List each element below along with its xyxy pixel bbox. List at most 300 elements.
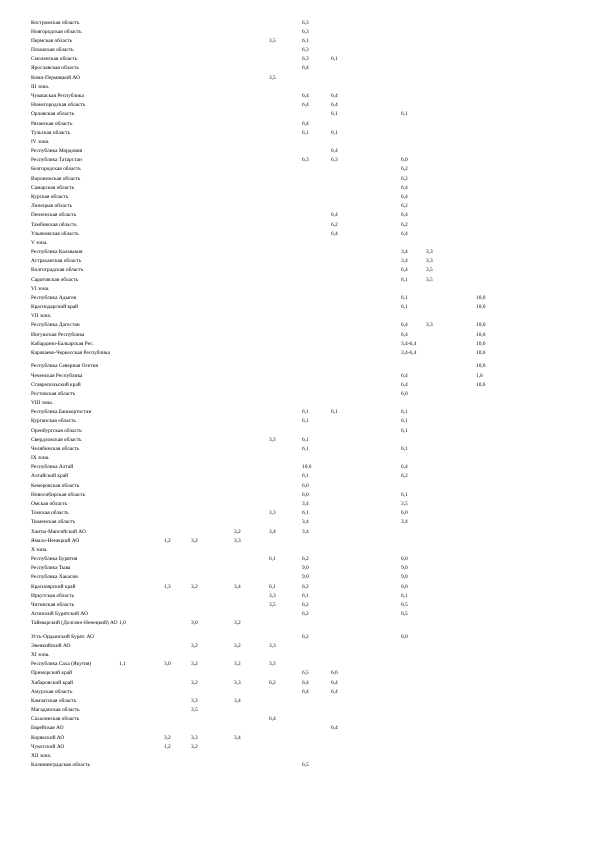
table-row: [0, 698, 595, 707]
region-name: Новгородская область: [31, 28, 82, 35]
region-name: Республика Бурятия: [31, 556, 78, 563]
value-cell: 3,4-6,4: [401, 340, 417, 347]
value-cell: 6,3: [331, 157, 338, 164]
table-row: [0, 65, 595, 74]
table-row: [0, 350, 595, 359]
value-cell: 6,2: [302, 556, 309, 563]
value-cell: 6,5: [302, 670, 309, 677]
region-name: Еврейская АО: [31, 725, 64, 732]
region-name: Ростовская область: [31, 390, 76, 397]
value-cell: 3,5: [269, 74, 276, 81]
value-cell: 3,5: [401, 501, 408, 507]
value-cell: 3,2: [191, 661, 198, 668]
zone-heading-row: [0, 547, 595, 556]
region-name: Тюменская область: [31, 519, 76, 526]
value-cell: 3,2: [234, 620, 241, 627]
value-cell: 6,2: [401, 175, 408, 182]
table-row: [0, 680, 595, 689]
value-cell: 6,1: [401, 427, 408, 434]
value-cell: 3,5: [191, 707, 198, 714]
value-cell: 3,3: [426, 258, 433, 265]
table-row: [0, 212, 595, 221]
value-cell: 10,6: [476, 294, 486, 301]
value-cell: 6,3: [302, 19, 309, 26]
table-row: [0, 574, 595, 583]
value-cell: 3,4: [269, 528, 276, 535]
value-cell: 6,3: [302, 47, 309, 53]
value-cell: 6,4: [302, 688, 309, 695]
value-cell: 9,0: [401, 574, 408, 581]
value-cell: 3,3: [269, 436, 276, 443]
region-name: Оренбургская область: [31, 427, 82, 434]
value-cell: 6,1: [302, 418, 309, 425]
table-row: [0, 634, 595, 643]
table-row: [0, 689, 595, 698]
table-row: [0, 483, 595, 492]
region-name: Ингушская Республика: [31, 331, 85, 338]
table-row: [0, 428, 595, 437]
value-cell: 3,3: [234, 679, 241, 686]
value-cell: 6,1: [401, 592, 408, 599]
value-cell: 3,4: [234, 734, 241, 741]
value-cell: 6,2: [401, 166, 408, 173]
value-cell: 1,2: [164, 743, 171, 750]
region-name: Республика Хакасия: [31, 574, 78, 581]
value-cell: 3,2: [191, 537, 198, 544]
region-name: Кабардино-Балкарская Рес.: [31, 340, 94, 347]
value-cell: 3,4: [401, 249, 408, 255]
region-name: Тамбовская область: [31, 221, 77, 228]
value-cell: 6,5: [302, 762, 309, 769]
value-cell: 6,1: [401, 304, 408, 311]
value-cell: 3,4: [234, 583, 241, 590]
value-cell: 6,1: [302, 473, 309, 480]
zone-heading-row: [0, 84, 595, 93]
zone-heading-row: [0, 240, 595, 249]
value-cell: 6,6: [331, 670, 338, 677]
table-row: [0, 643, 595, 652]
table-row: [0, 510, 595, 519]
table-row: [0, 473, 595, 482]
value-cell: 6,2: [302, 633, 309, 640]
region-name: Новосибирская область: [31, 491, 86, 498]
value-cell: 10,6: [476, 340, 486, 347]
table-row: [0, 725, 595, 734]
value-cell: 6,2: [302, 583, 309, 590]
table-row: [0, 341, 595, 350]
value-cell: 6,4: [302, 120, 309, 127]
table-row: [0, 56, 595, 65]
value-cell: 6,0: [302, 482, 309, 489]
value-cell: 3,2: [191, 642, 198, 649]
region-name: Республика Алтай: [31, 464, 74, 471]
value-cell: 3,5: [426, 276, 433, 283]
value-cell: 6,1: [302, 37, 309, 44]
value-cell: 6,0: [401, 556, 408, 563]
zone-heading-row: [0, 139, 595, 148]
value-cell: 6,1: [302, 129, 309, 136]
value-cell: 6,1: [401, 111, 408, 118]
zone-heading: III зона.: [31, 83, 50, 90]
value-cell: 3,4: [302, 519, 309, 526]
value-cell: 3,3: [234, 537, 241, 544]
zone-heading: VI зона.: [31, 285, 50, 292]
value-cell: 6,3: [302, 157, 309, 164]
zone-heading: XII зона.: [31, 753, 52, 759]
value-cell: 3,4-6,4: [401, 350, 417, 356]
region-name: Магаданская область: [31, 707, 80, 714]
value-cell: 3,4: [234, 697, 241, 704]
zone-heading-row: [0, 286, 595, 295]
table-row: [0, 203, 595, 212]
value-cell: 6,2: [401, 473, 408, 480]
value-cell: 3,4: [302, 528, 309, 535]
value-cell: 6,1: [269, 583, 276, 590]
zone-heading: XI зона.: [31, 652, 50, 658]
region-name: Ставропольский край: [31, 381, 81, 388]
value-cell: 6,1: [331, 56, 338, 63]
value-cell: 3,2: [234, 642, 241, 649]
region-name: Белгородская область: [31, 166, 81, 173]
region-name: Агинский Бурятский АО: [31, 611, 88, 618]
value-cell: 6,1: [269, 556, 276, 563]
region-name: Омская область: [31, 501, 68, 507]
value-cell: 1,3: [164, 583, 171, 590]
table-row: [0, 249, 595, 258]
region-name: Усть-Ордынский Бурят. АО: [31, 633, 95, 640]
table-row: [0, 538, 595, 547]
table-row: [0, 529, 595, 538]
value-cell: 3,2: [234, 661, 241, 668]
value-cell: 6,4: [331, 688, 338, 695]
value-cell: 3,0: [164, 661, 171, 668]
value-cell: 3,3: [426, 249, 433, 255]
table-row: [0, 611, 595, 620]
value-cell: 6,2: [269, 679, 276, 686]
value-cell: 3,2: [191, 583, 198, 590]
region-name: Республика Саха (Якутия): [31, 661, 92, 668]
value-cell: 10,6: [302, 464, 312, 471]
value-cell: 6,4: [401, 381, 408, 388]
value-cell: 6,4: [401, 372, 408, 379]
value-cell: 6,0: [401, 510, 408, 517]
value-cell: 10,6: [476, 350, 486, 356]
value-cell: 6,4: [302, 65, 309, 72]
value-cell: 6,4: [401, 331, 408, 338]
table-row: [0, 29, 595, 38]
region-name: Томская область: [31, 510, 69, 517]
table-row: [0, 492, 595, 501]
table-row: [0, 744, 595, 753]
value-cell: 9,0: [302, 565, 309, 572]
table-row: [0, 295, 595, 304]
region-name: Чувашская Республика: [31, 92, 84, 99]
table-row: [0, 519, 595, 528]
zone-heading-row: [0, 652, 595, 661]
zone-heading: X зона.: [31, 546, 48, 553]
value-cell: 6,4: [401, 230, 408, 237]
value-cell: 10,6: [476, 304, 486, 311]
value-cell: 6,4: [331, 148, 338, 154]
table-row: [0, 231, 595, 240]
region-name: Республика Калмыкия: [31, 249, 83, 255]
table-row: [0, 185, 595, 194]
value-cell: 3,3: [191, 697, 198, 704]
value-cell: 6,4: [401, 267, 408, 274]
value-cell: 6,1: [401, 294, 408, 301]
region-name: Псковская область: [31, 47, 74, 53]
table-row: [0, 602, 595, 611]
value-cell: 6,4: [401, 322, 408, 329]
region-name: Воронежская область: [31, 175, 81, 182]
value-cell: 3,3: [426, 322, 433, 329]
table-row: [0, 670, 595, 679]
value-cell: 6,4: [331, 725, 338, 732]
table-row: [0, 707, 595, 716]
table-row: [0, 363, 595, 372]
value-cell: 3,2: [191, 743, 198, 750]
value-cell: 6,1: [401, 445, 408, 452]
table-row: [0, 501, 595, 510]
value-cell: 6,1: [302, 510, 309, 517]
region-name: Сахалинская область: [31, 716, 80, 723]
zone-heading-row: [0, 455, 595, 464]
value-cell: 10,6: [476, 381, 486, 388]
region-name: Костромская область: [31, 19, 80, 26]
table-row: [0, 38, 595, 47]
region-name: Смоленская область: [31, 56, 78, 63]
zone-heading-row: [0, 400, 595, 409]
value-cell: 10,6: [476, 331, 486, 338]
region-name: Алтайский край: [31, 473, 69, 480]
value-cell: 6,4: [331, 230, 338, 237]
table-row: [0, 121, 595, 130]
region-name: Курганская область: [31, 418, 76, 425]
region-name: Чеченская Республика: [31, 372, 83, 379]
value-cell: 6,1: [302, 409, 309, 416]
value-cell: 6,5: [401, 611, 408, 618]
value-cell: 6,2: [302, 611, 309, 618]
value-cell: 3,5: [269, 602, 276, 608]
table-row: [0, 565, 595, 574]
value-cell: 10,6: [476, 322, 486, 329]
zone-heading: IX зона.: [31, 455, 50, 462]
value-cell: 3,3: [269, 661, 276, 668]
value-cell: 6,1: [302, 445, 309, 452]
value-cell: 3,3: [269, 510, 276, 517]
region-name: Иркутская область: [31, 592, 74, 599]
region-name: Амурская область: [31, 688, 73, 695]
region-name: Пермская область: [31, 37, 73, 44]
region-name: Красноярский край: [31, 583, 76, 590]
region-name: Корякский АО: [31, 734, 65, 741]
value-cell: 6,2: [401, 221, 408, 228]
table-row: [0, 267, 595, 276]
table-row: [0, 176, 595, 185]
region-name: Камчатская область: [31, 697, 77, 704]
value-cell: 1,1: [119, 661, 126, 668]
region-name: Эвенкийский АО: [31, 642, 71, 649]
region-name: Нижегородская область: [31, 102, 86, 109]
region-name: Ярославская область: [31, 65, 79, 72]
value-cell: 6,4: [401, 212, 408, 219]
value-cell: 6,1: [401, 491, 408, 498]
table-row: [0, 111, 595, 120]
value-cell: 3,5: [269, 37, 276, 44]
region-name: Липецкая область: [31, 203, 73, 210]
table-row: [0, 157, 595, 166]
value-cell: 6,4: [302, 92, 309, 99]
value-cell: 6,5: [401, 602, 408, 608]
value-cell: 6,1: [401, 276, 408, 283]
value-cell: 3,2: [164, 734, 171, 741]
table-row: [0, 258, 595, 267]
table-row: [0, 409, 595, 418]
value-cell: 6,0: [401, 583, 408, 590]
value-cell: 9,0: [302, 574, 309, 581]
table-row: [0, 130, 595, 139]
table-row: [0, 391, 595, 400]
value-cell: 6,3: [302, 56, 309, 63]
zone-heading-row: [0, 753, 595, 762]
table-row: [0, 593, 595, 602]
table-row: [0, 93, 595, 102]
value-cell: 3,4: [401, 258, 408, 265]
region-name: Калининградская область: [31, 762, 90, 769]
region-name: Приморский край: [31, 670, 72, 677]
value-cell: 3,3: [269, 642, 276, 649]
region-name: Республика Тыва: [31, 565, 71, 572]
table-row: [0, 194, 595, 203]
table-row: [0, 322, 595, 331]
value-cell: 3,3: [269, 592, 276, 599]
region-name: Республика Северная Осетия: [31, 363, 99, 370]
table-row: [0, 222, 595, 231]
value-cell: 1,2: [164, 537, 171, 544]
value-cell: 1,0: [119, 620, 126, 627]
value-cell: 6,1: [331, 409, 338, 416]
table-row: [0, 277, 595, 286]
value-cell: 6,1: [302, 592, 309, 599]
region-name: Карачаево-Черкесская Республика: [31, 350, 110, 356]
value-cell: 6,0: [401, 390, 408, 397]
table-row: [0, 762, 595, 771]
zone-heading: V зона.: [31, 239, 48, 246]
region-name: Хабаровский край: [31, 679, 74, 686]
region-name: Самарская область: [31, 184, 75, 191]
value-cell: 3,5: [426, 267, 433, 274]
value-cell: 3,2: [234, 528, 241, 535]
value-cell: 3,4: [401, 519, 408, 526]
value-cell: 6,4: [331, 679, 338, 686]
region-name: Орловская область: [31, 111, 75, 118]
table-row: [0, 304, 595, 313]
value-cell: 6,0: [401, 157, 408, 164]
value-cell: 6,2: [401, 203, 408, 210]
value-cell: 6,1: [401, 409, 408, 416]
region-name: Челябинская область: [31, 445, 80, 452]
value-cell: 6,2: [331, 221, 338, 228]
zone-heading-row: [0, 313, 595, 322]
region-name: Читинская область: [31, 602, 75, 608]
region-name: Ямало-Ненецкий АО: [31, 537, 80, 544]
zone-heading: IV зона.: [31, 138, 50, 145]
value-cell: 10,6: [476, 363, 486, 370]
region-name: Свердловская область: [31, 436, 82, 443]
zone-heading: VIII зона.: [31, 400, 54, 406]
table-row: [0, 75, 595, 84]
value-cell: 6,1: [331, 111, 338, 118]
value-cell: 6,4: [401, 464, 408, 471]
table-row: [0, 373, 595, 382]
region-name: Курская область: [31, 193, 69, 200]
value-cell: 6,2: [302, 602, 309, 608]
region-name: Коми-Пермяцкий АО: [31, 74, 80, 81]
value-cell: 9,0: [401, 565, 408, 572]
region-name: Пензенская область: [31, 212, 77, 219]
value-cell: 1,6: [476, 372, 483, 379]
region-name: Республика Башкортостан: [31, 409, 92, 416]
value-cell: 6,4: [401, 193, 408, 200]
region-name: Астраханская область: [31, 258, 82, 265]
table-row: [0, 418, 595, 427]
region-name: Республика Мордовия: [31, 148, 83, 154]
value-cell: 3,3: [191, 734, 198, 741]
region-name: Волгоградская область: [31, 267, 84, 274]
value-cell: 6,4: [269, 716, 276, 723]
region-name: Саратовская область: [31, 276, 79, 283]
region-name: Кемеровская область: [31, 482, 80, 489]
value-cell: 6,0: [302, 491, 309, 498]
value-cell: 3,4: [302, 501, 309, 507]
value-cell: 6,4: [331, 212, 338, 219]
table-row: [0, 47, 595, 56]
value-cell: 6,4: [401, 184, 408, 191]
table-row: [0, 446, 595, 455]
region-name: Рязанская область: [31, 120, 73, 127]
table-row: [0, 716, 595, 725]
value-cell: 6,3: [302, 28, 309, 35]
value-cell: 3,0: [191, 620, 198, 627]
table-row: [0, 661, 595, 670]
table-row: [0, 166, 595, 175]
table-row: [0, 382, 595, 391]
region-name: Чукотский АО: [31, 743, 65, 750]
region-name: Ульяновская область: [31, 230, 79, 237]
region-name: Краснодарский край: [31, 304, 79, 311]
value-cell: 6,4: [331, 92, 338, 99]
value-cell: 6,4: [331, 102, 338, 109]
value-cell: 6,1: [331, 129, 338, 136]
table-row: [0, 437, 595, 446]
value-cell: 6,0: [401, 633, 408, 640]
table-row: [0, 332, 595, 341]
region-name: Ханты-Мансийский АО: [31, 528, 86, 535]
region-name: Тульская область: [31, 129, 71, 136]
region-name: Республика Адыгея: [31, 294, 77, 301]
table-row: [0, 620, 595, 629]
value-cell: 3,2: [191, 679, 198, 686]
value-cell: 6,1: [302, 436, 309, 443]
region-name: Таймырский (Долгано-Ненецкий) АО: [31, 620, 118, 627]
table-row: [0, 20, 595, 29]
value-cell: 6,4: [302, 679, 309, 686]
table-row: [0, 556, 595, 565]
region-name: Республика Дагестан: [31, 322, 80, 329]
table-row: [0, 735, 595, 744]
table-row: [0, 102, 595, 111]
table-row: [0, 584, 595, 593]
